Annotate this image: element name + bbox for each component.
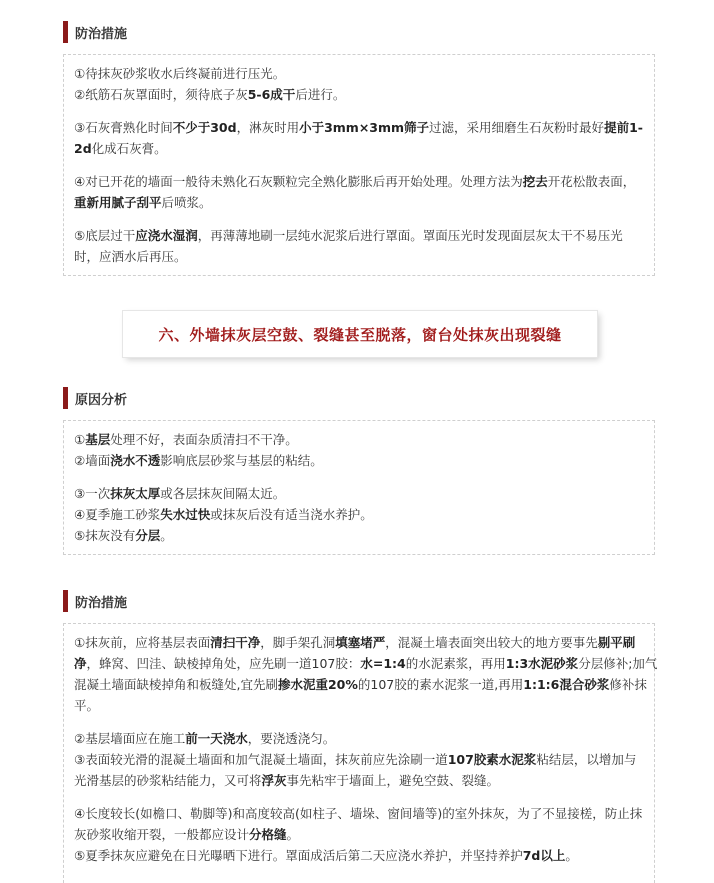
body-text: ① xyxy=(74,432,86,447)
emphasis-text: 1:3水泥砂浆 xyxy=(505,656,579,671)
text-line xyxy=(74,171,644,192)
text-line xyxy=(74,674,647,695)
body-text: ①待抹灰砂浆收水后终凝前进行压光。 xyxy=(74,66,286,81)
text-line xyxy=(74,749,644,770)
text-line xyxy=(74,246,644,267)
emphasis-text: 净 xyxy=(74,656,87,671)
body-text: 时，应洒水后再压。 xyxy=(74,249,187,264)
body-text: ②纸筋石灰罩面时，须待底子灰 xyxy=(74,87,248,102)
body-text: 处理不好，表面杂质清扫不干净。 xyxy=(110,432,298,447)
body-text: 粘结层，以增加与 xyxy=(536,752,637,767)
section-header-prevention-1 xyxy=(63,21,127,43)
section-title: 防治措施 xyxy=(75,595,128,611)
body-text: ，蜂窝、凹洼、缺棱掉角处，应先刷一道107胶： xyxy=(86,656,361,671)
emphasis-text: 基层 xyxy=(85,432,111,447)
body-text: ④夏季施工砂浆 xyxy=(74,507,161,522)
text-line xyxy=(74,483,644,504)
body-text: ③石灰膏熟化时间 xyxy=(74,120,173,135)
text-line xyxy=(74,504,644,525)
section-box-prevention-2 xyxy=(63,623,658,883)
section-box-prevention-1 xyxy=(63,54,655,276)
emphasis-text: 5-6成干 xyxy=(247,87,296,102)
text-line xyxy=(74,225,644,246)
body-text: 后进行。 xyxy=(295,87,346,102)
text-line xyxy=(74,450,644,471)
emphasis-text: 分层 xyxy=(135,528,161,543)
body-text: ⑤夏季抹灰应避免在日光曝晒下进行。罩面成活后第二天应浇水养护，并坚持养护 xyxy=(74,848,523,863)
chapter-banner-title: 六、外墙抹灰层空鼓、裂缝甚至脱落，窗台处抹灰出现裂缝 xyxy=(158,325,562,344)
emphasis-text: 清扫干净 xyxy=(210,635,261,650)
text-line xyxy=(74,63,644,84)
section-header-cause-analysis xyxy=(63,387,127,409)
text-line xyxy=(74,803,644,824)
section-header-prevention-2 xyxy=(63,590,127,612)
body-text: ④对已开花的墙面一般待未熟化石灰颗粒完全熟化膨胀后再开始处理。处理方法为 xyxy=(74,174,523,189)
section-accent-bar xyxy=(63,590,68,612)
body-text: 。 xyxy=(565,848,578,863)
section-title: 原因分析 xyxy=(75,392,128,408)
emphasis-text: 挖去 xyxy=(522,174,548,189)
emphasis-text: 应浇水湿润 xyxy=(135,228,198,243)
emphasis-text: 前一天浇水 xyxy=(185,731,248,746)
body-text: 平。 xyxy=(74,698,100,713)
emphasis-text: 浮灰 xyxy=(261,773,287,788)
text-line xyxy=(74,653,658,674)
body-text: 开花松散表面， xyxy=(547,174,636,189)
body-text: ，脚手架孔洞 xyxy=(260,635,336,650)
emphasis-text: 不少于30d xyxy=(172,120,237,135)
body-text: ④长度较长(如檐口、勒脚等)和高度较高(如柱子、墙垛、窗间墙等)的室外抹灰，为了不显接槎，防止抹 xyxy=(74,806,643,821)
body-text: 灰砂浆收缩开裂，一般都应设计 xyxy=(74,827,250,842)
text-line xyxy=(74,117,644,138)
body-text: 混凝土墙面缺棱掉角和板缝处,宜先刷 xyxy=(74,677,278,692)
text-line xyxy=(74,429,644,450)
emphasis-text: 小于3mm×3mm筛子 xyxy=(299,120,430,135)
text-line xyxy=(74,845,644,866)
emphasis-text: 107胶素水泥浆 xyxy=(447,752,537,767)
section-accent-bar xyxy=(63,387,68,409)
body-text: 的水泥素浆，再用 xyxy=(405,656,506,671)
emphasis-text: 抹灰太厚 xyxy=(110,486,161,501)
body-text: 后喷浆。 xyxy=(161,195,212,210)
section-box-cause-analysis xyxy=(63,420,655,555)
paragraph-gap xyxy=(74,105,644,117)
body-text: 影响底层砂浆与基层的粘结。 xyxy=(160,453,323,468)
body-text: 或抹灰后没有适当浇水养护。 xyxy=(210,507,373,522)
paragraph-gap xyxy=(74,159,644,171)
text-line xyxy=(74,695,644,716)
body-text: ①抹灰前，应将基层表面 xyxy=(74,635,211,650)
emphasis-text: 2d xyxy=(74,141,92,156)
body-text: ，淋灰时用 xyxy=(236,120,300,135)
body-text: ②墙面 xyxy=(74,453,111,468)
emphasis-text: 浇水不透 xyxy=(110,453,161,468)
body-text: 或各层抹灰间隔太近。 xyxy=(160,486,286,501)
body-text: 。 xyxy=(286,827,300,842)
body-text: 修补抹 xyxy=(609,677,647,692)
section-accent-bar xyxy=(63,21,68,43)
body-text: 的107胶的素水泥浆一道,再用 xyxy=(357,677,524,692)
emphasis-text: 提前1- xyxy=(604,120,643,135)
text-line xyxy=(74,824,644,845)
paragraph-gap xyxy=(74,213,644,225)
paragraph-gap xyxy=(74,791,644,803)
text-line xyxy=(74,525,644,546)
section-title: 防治措施 xyxy=(75,26,128,42)
body-text: ，再薄薄地刷一层纯水泥浆后进行罩面。罩面压光时发现面层灰太干不易压光 xyxy=(197,228,623,243)
text-line xyxy=(74,192,644,213)
chapter-banner xyxy=(123,311,597,357)
emphasis-text: 重新用腻子刮平 xyxy=(74,195,162,210)
emphasis-text: 填塞堵严 xyxy=(335,635,386,650)
body-text: 过滤，采用细磨生石灰粉时最好 xyxy=(429,120,605,135)
body-text: ，混凝土墙表面突出较大的地方要事先 xyxy=(385,635,598,650)
body-text: 化成石灰膏。 xyxy=(91,141,167,156)
emphasis-text: 7d以上 xyxy=(522,848,566,863)
emphasis-text: 1:1:6混合砂浆 xyxy=(523,677,610,692)
text-line xyxy=(74,138,644,159)
emphasis-text: 掺水泥重20% xyxy=(277,677,358,692)
text-line xyxy=(74,84,644,105)
emphasis-text: 失水过快 xyxy=(160,507,211,522)
text-line xyxy=(74,770,644,791)
text-line xyxy=(74,728,644,749)
body-text: ，要浇透浇匀。 xyxy=(247,731,336,746)
emphasis-text: 分格缝 xyxy=(249,827,287,842)
body-text: ③表面较光滑的混凝土墙面和加气混凝土墙面，抹灰前应先涂刷一道 xyxy=(74,752,448,767)
body-text: 事先粘牢于墙面上，避免空鼓、裂缝。 xyxy=(286,773,500,788)
body-text: ②基层墙面应在施工 xyxy=(74,731,186,746)
emphasis-text: 水=1:4 xyxy=(360,656,406,671)
body-text: ⑤底层过干 xyxy=(74,228,136,243)
body-text: ⑤抹灰没有 xyxy=(74,528,136,543)
body-text: 光滑基层的砂浆粘结能力，又可将 xyxy=(74,773,262,788)
paragraph-gap xyxy=(74,471,644,483)
body-text: 。 xyxy=(160,528,173,543)
text-line xyxy=(74,632,644,653)
emphasis-text: 剔平刷 xyxy=(597,635,636,650)
paragraph-gap xyxy=(74,716,644,728)
body-text: 分层修补;加气 xyxy=(578,656,658,671)
body-text: ③一次 xyxy=(74,486,111,501)
